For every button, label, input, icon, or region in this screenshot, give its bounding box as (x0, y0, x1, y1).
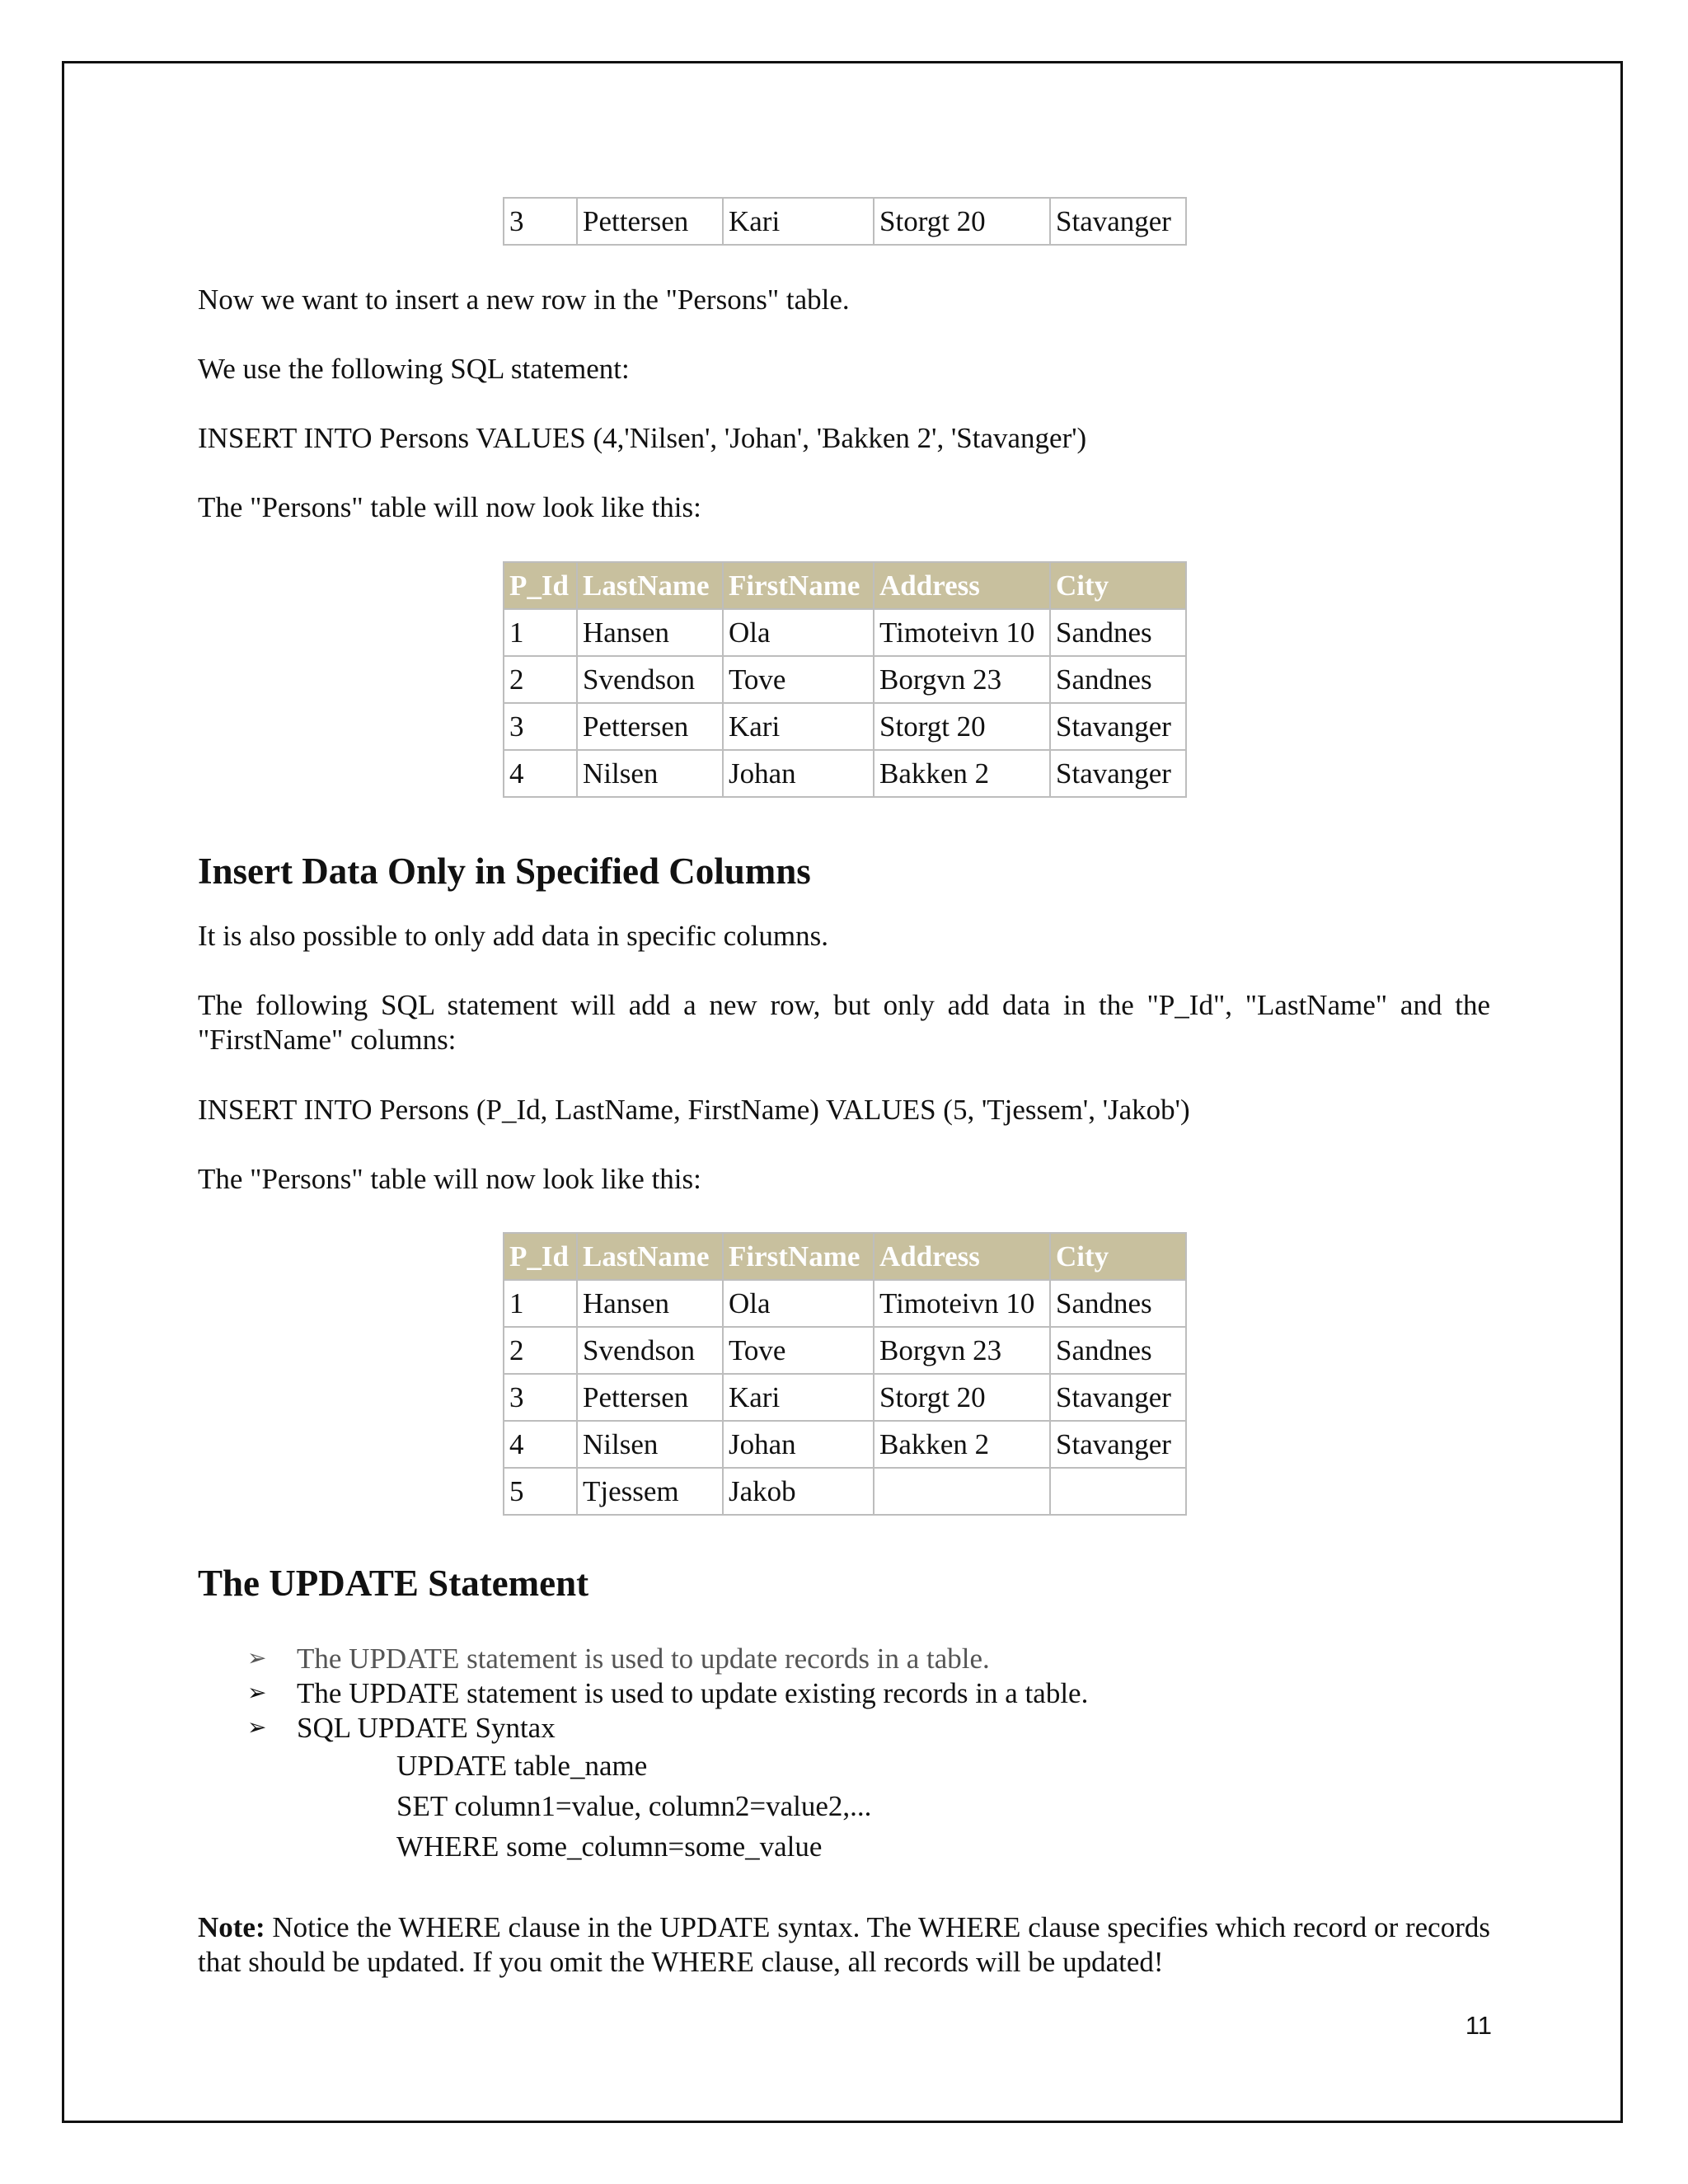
table-cell: Ola (723, 1280, 874, 1327)
table-cell: Johan (723, 1421, 874, 1468)
table-header-row (504, 562, 1186, 609)
table-row (504, 1421, 1186, 1468)
table-row (504, 1280, 1186, 1327)
paragraph: The following SQL statement will add a new row, but only add data in the "P_Id", "LastName" and the "FirstName" columns: (198, 989, 1490, 1056)
column-header: FirstName (723, 1233, 874, 1280)
table-cell: Bakken 2 (874, 750, 1050, 797)
table-cell: Hansen (577, 609, 723, 656)
table-cell: Ola (723, 609, 874, 656)
sql-statement: INSERT INTO Persons (P_Id, LastName, FirstName) VALUES (5, 'Tjessem', 'Jakob') (198, 1094, 1190, 1126)
table-header-row (504, 1233, 1186, 1280)
table-cell: Stavanger (1050, 1374, 1186, 1421)
arrow-bullet-icon: ➢ (247, 1646, 267, 1671)
arrow-bullet-icon: ➢ (247, 1680, 267, 1706)
table-row (504, 1468, 1186, 1515)
syntax-line: UPDATE table_name (396, 1750, 648, 1782)
list-item (247, 1676, 1088, 1711)
table-cell: 1 (504, 1280, 577, 1327)
table-cell: Stavanger (1050, 750, 1186, 797)
table-cell: Johan (723, 750, 874, 797)
paragraph: The "Persons" table will now look like this: (198, 1163, 701, 1195)
table-row (504, 1327, 1186, 1374)
table-cell: Svendson (577, 656, 723, 703)
table-row (504, 198, 1186, 245)
table-cell: Kari (723, 198, 874, 245)
table-cell: Jakob (723, 1468, 874, 1515)
paragraph: We use the following SQL statement: (198, 353, 630, 385)
column-header: P_Id (504, 1233, 577, 1280)
persons-table-2 (503, 1232, 1187, 1516)
table-cell: 5 (504, 1468, 577, 1515)
table-cell: 4 (504, 750, 577, 797)
table-cell: Storgt 20 (874, 703, 1050, 750)
table-cell: 1 (504, 609, 577, 656)
table-cell: Timoteivn 10 (874, 609, 1050, 656)
table-row (504, 750, 1186, 797)
list-item (247, 1642, 1088, 1676)
column-header: LastName (577, 562, 723, 609)
table-cell: Nilsen (577, 1421, 723, 1468)
syntax-line: SET column1=value, column2=value2,... (396, 1790, 872, 1822)
paragraph: It is also possible to only add data in specific columns. (198, 920, 829, 952)
table-cell: Sandnes (1050, 1327, 1186, 1374)
table-cell: 3 (504, 1374, 577, 1421)
persons-table-1 (503, 561, 1187, 798)
table-cell: Bakken 2 (874, 1421, 1050, 1468)
table-cell: Kari (723, 1374, 874, 1421)
table-cell: Borgvn 23 (874, 1327, 1050, 1374)
column-header: P_Id (504, 562, 577, 609)
table-cell: Tove (723, 656, 874, 703)
note-paragraph (198, 1910, 1490, 1980)
page-number: 11 (1465, 2011, 1492, 2040)
table-cell: Sandnes (1050, 609, 1186, 656)
table-cell (874, 1468, 1050, 1515)
table-cell: Pettersen (577, 198, 723, 245)
section-heading: Insert Data Only in Specified Columns (198, 851, 811, 892)
table-cell: Pettersen (577, 1374, 723, 1421)
table-cell: Stavanger (1050, 703, 1186, 750)
column-header: Address (874, 1233, 1050, 1280)
column-header: City (1050, 1233, 1186, 1280)
persons-table-partial (503, 197, 1187, 246)
syntax-block (396, 1746, 871, 1867)
table-cell: Timoteivn 10 (874, 1280, 1050, 1327)
table-row (504, 609, 1186, 656)
table-cell: 2 (504, 656, 577, 703)
table-cell: 2 (504, 1327, 577, 1374)
paragraph: The "Persons" table will now look like this: (198, 491, 701, 523)
table-cell: Stavanger (1050, 198, 1186, 245)
column-header: LastName (577, 1233, 723, 1280)
table-row (504, 656, 1186, 703)
paragraph: Now we want to insert a new row in the "Persons" table. (198, 284, 850, 316)
list-item-text: The UPDATE statement is used to update existing records in a table. (297, 1677, 1089, 1709)
table-cell: Svendson (577, 1327, 723, 1374)
table-cell: Stavanger (1050, 1421, 1186, 1468)
list-item-text: SQL UPDATE Syntax (297, 1712, 556, 1744)
table-cell: Tove (723, 1327, 874, 1374)
syntax-line: WHERE some_column=some_value (396, 1830, 823, 1863)
table-cell: Kari (723, 703, 874, 750)
table-row (504, 1374, 1186, 1421)
table-cell: Storgt 20 (874, 1374, 1050, 1421)
table-cell: Borgvn 23 (874, 656, 1050, 703)
list-item-text: The UPDATE statement is used to update records in a table. (297, 1643, 990, 1675)
note-label: Note: (198, 1911, 265, 1943)
table-cell: Sandnes (1050, 1280, 1186, 1327)
list-item (247, 1711, 1088, 1746)
column-header: Address (874, 562, 1050, 609)
table-cell: 4 (504, 1421, 577, 1468)
sql-statement: INSERT INTO Persons VALUES (4,'Nilsen', 'Johan', 'Bakken 2', 'Stavanger') (198, 422, 1087, 454)
section-heading: The UPDATE Statement (198, 1563, 589, 1604)
note-text: Notice the WHERE clause in the UPDATE syntax. The WHERE clause specifies which record or records that should be updated. If you omit the WHERE clause, all records will be updated! (198, 1911, 1490, 1978)
table-cell (1050, 1468, 1186, 1515)
table-cell: Pettersen (577, 703, 723, 750)
bullet-list (247, 1642, 1088, 1746)
arrow-bullet-icon: ➢ (247, 1715, 267, 1741)
table-cell: Storgt 20 (874, 198, 1050, 245)
table-cell: Hansen (577, 1280, 723, 1327)
table-cell: Sandnes (1050, 656, 1186, 703)
table-cell: 3 (504, 198, 577, 245)
table-row (504, 703, 1186, 750)
table-cell: 3 (504, 703, 577, 750)
column-header: City (1050, 562, 1186, 609)
column-header: FirstName (723, 562, 874, 609)
table-cell: Nilsen (577, 750, 723, 797)
table-cell: Tjessem (577, 1468, 723, 1515)
